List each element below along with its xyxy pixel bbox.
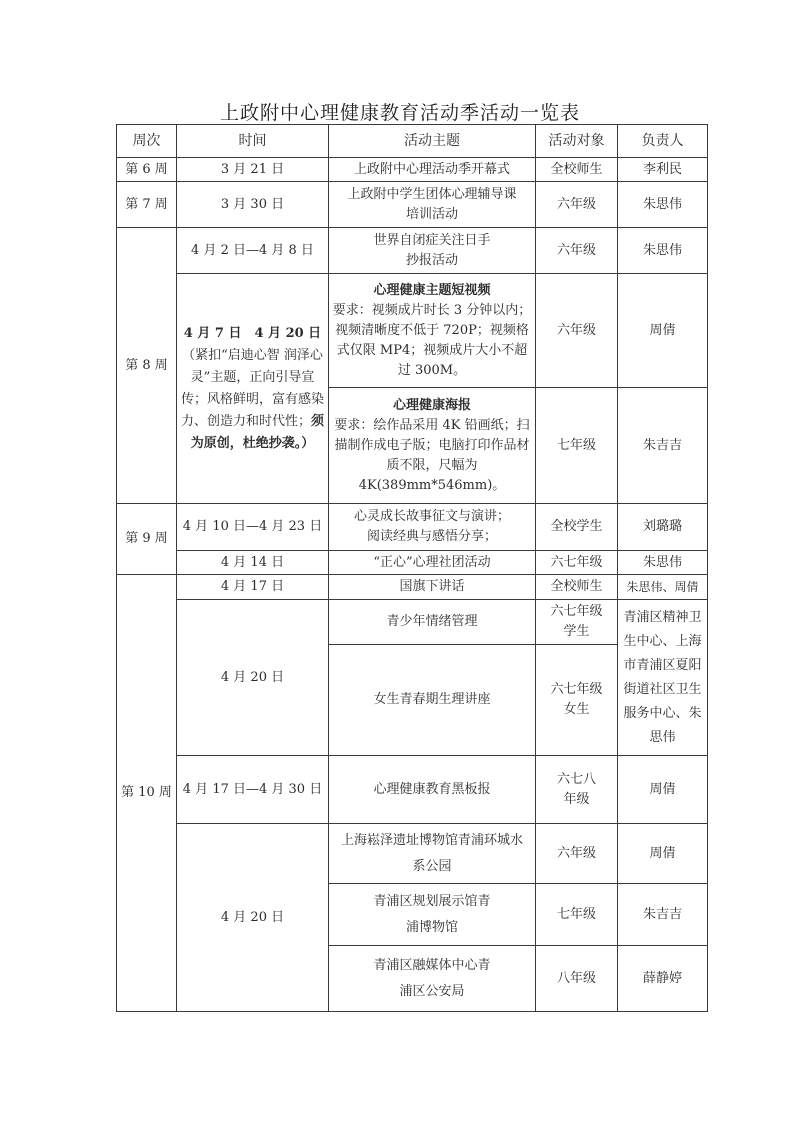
target-cell: 六年级: [536, 182, 618, 228]
theme-cell: “正心”心理社团活动: [329, 551, 536, 575]
time-cell: 4 月 17 日: [177, 575, 329, 600]
target-cell: 全校师生: [536, 575, 618, 600]
target-cell: 六年级: [536, 824, 618, 884]
lead-cell: 朱思伟: [618, 228, 708, 274]
theme-requirements: 要求：视频成片时长 3 分钟以内；视频清晰度不低于 720P；视频格式仅限 MP4；视频成片大小不超过 300M。: [332, 302, 532, 378]
week-cell: 第 9 周: [117, 504, 177, 575]
time-note: （紧扣“启迪心智 润泽心灵”主题，正向引导宣传；风格鲜明，富有感染力、创造力和时代性；: [180, 347, 324, 429]
theme-cell: 青浦区融媒体中心青浦区公安局: [329, 946, 536, 1012]
table-row: [117, 274, 708, 388]
target-cell: 七年级: [536, 884, 618, 946]
target-cell: 六七年级女生: [536, 645, 618, 756]
table-row: [117, 824, 708, 884]
time-cell: [177, 274, 329, 504]
theme-cell: 女生青春期生理讲座: [329, 645, 536, 756]
week-cell: 第 7 周: [117, 182, 177, 228]
lead-cell: 朱思伟、周倩: [618, 575, 708, 600]
lead-cell: 薛静婷: [618, 946, 708, 1012]
theme-cell: 上政附中学生团体心理辅导课培训活动: [329, 182, 536, 228]
header-week: 周次: [117, 125, 177, 158]
table-row: [117, 600, 708, 645]
theme-cell: 世界自闭症关注日手抄报活动: [329, 228, 536, 274]
target-cell: 全校学生: [536, 504, 618, 551]
table-row: [117, 575, 708, 600]
lead-cell: 朱吉吉: [618, 884, 708, 946]
header-time: 时间: [177, 125, 329, 158]
theme-cell: [329, 274, 536, 388]
lead-cell: 李利民: [618, 158, 708, 182]
lead-cell: 朱思伟: [618, 551, 708, 575]
time-cell: 4 月 17 日—4 月 30 日: [177, 756, 329, 824]
theme-cell: 上海崧泽遗址博物馆青浦环城水系公园: [329, 824, 536, 884]
header-lead: 负责人: [618, 125, 708, 158]
theme-cell: 青少年情绪管理: [329, 600, 536, 645]
target-cell: 六年级: [536, 228, 618, 274]
table-header-row: [117, 125, 708, 158]
target-cell: 六七年级学生: [536, 600, 618, 645]
target-cell: 六七八年级: [536, 756, 618, 824]
lead-cell: 周倩: [618, 756, 708, 824]
lead-cell: 刘璐璐: [618, 504, 708, 551]
time-cell: 4 月 14 日: [177, 551, 329, 575]
theme-cell: 心理健康教育黑板报: [329, 756, 536, 824]
week-cell: 第 10 周: [117, 575, 177, 1012]
header-target: 活动对象: [536, 125, 618, 158]
theme-cell: 上政附中心理活动季开幕式: [329, 158, 536, 182]
time-range: 4 月 7 日 4 月 20 日: [183, 325, 322, 341]
table-row: [117, 756, 708, 824]
theme-cell: 青浦区规划展示馆青浦博物馆: [329, 884, 536, 946]
table-row: [117, 504, 708, 551]
theme-cell: [329, 388, 536, 504]
table-row: [117, 158, 708, 182]
time-cell: 3 月 30 日: [177, 182, 329, 228]
week-cell: 第 6 周: [117, 158, 177, 182]
lead-cell: 朱吉吉: [618, 388, 708, 504]
table-row: [117, 182, 708, 228]
table-row: [117, 551, 708, 575]
theme-cell: 心灵成长故事征文与演讲；阅读经典与感悟分享；: [329, 504, 536, 551]
target-cell: 全校师生: [536, 158, 618, 182]
header-theme: 活动主题: [329, 125, 536, 158]
target-cell: 七年级: [536, 388, 618, 504]
lead-cell: 周倩: [618, 824, 708, 884]
theme-title: 心理健康主题短视频: [373, 282, 491, 298]
target-cell: 八年级: [536, 946, 618, 1012]
lead-cell: 周倩: [618, 274, 708, 388]
theme-title: 心理健康海报: [392, 397, 471, 413]
time-cell: 3 月 21 日: [177, 158, 329, 182]
theme-cell: 国旗下讲话: [329, 575, 536, 600]
time-cell: 4 月 20 日: [177, 600, 329, 756]
lead-cell: 朱思伟: [618, 182, 708, 228]
target-cell: 六七年级: [536, 551, 618, 575]
activity-table: [116, 124, 708, 1012]
time-cell: 4 月 2 日—4 月 8 日: [177, 228, 329, 274]
page-title: 上政附中心理健康教育活动季活动一览表: [219, 102, 580, 124]
table-row: [117, 228, 708, 274]
week-cell: 第 8 周: [117, 228, 177, 504]
lead-cell: 青浦区精神卫生中心、上海市青浦区夏阳街道社区卫生服务中心、朱思伟: [618, 600, 708, 756]
target-cell: 六年级: [536, 274, 618, 388]
theme-requirements: 要求：绘作品采用 4K 铅画纸；扫描制作成电子版；电脑打印作品材质不限，尺幅为 4K(389mm*546mm)。: [334, 417, 530, 493]
time-note-emphasis: 须为原创，杜绝抄袭。）: [190, 413, 325, 451]
time-cell: 4 月 20 日: [177, 824, 329, 1012]
time-cell: 4 月 10 日—4 月 23 日: [177, 504, 329, 551]
